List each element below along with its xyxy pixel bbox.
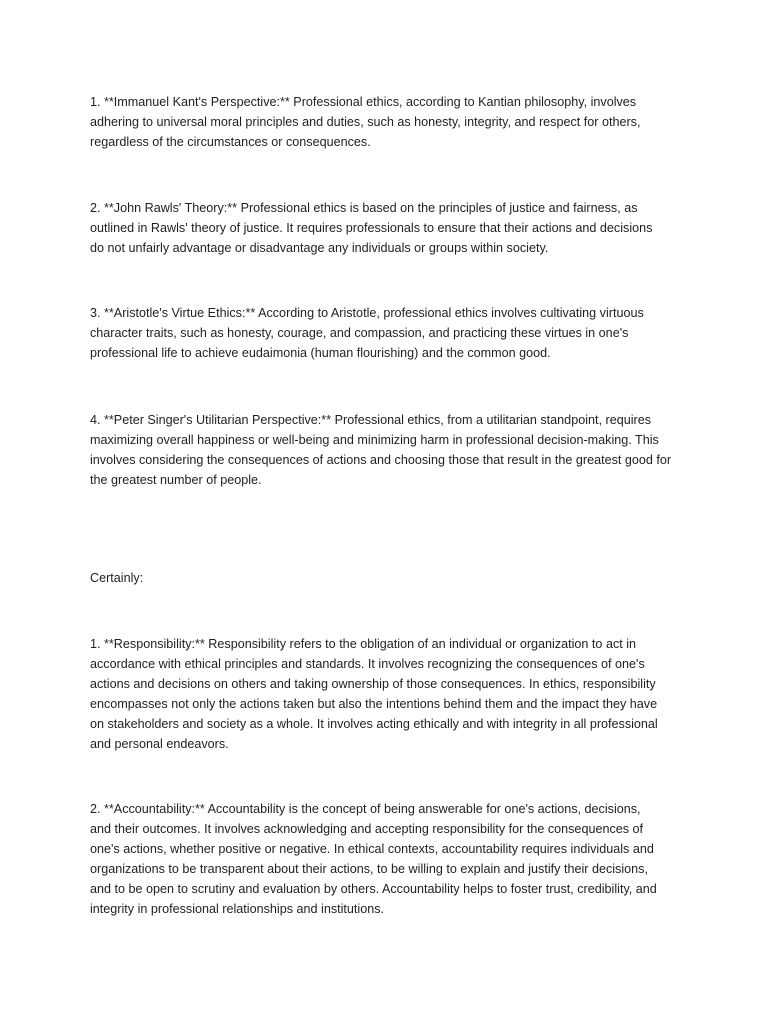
- paragraph-kant: 1. **Immanuel Kant's Perspective:** Professional ethics, according to Kantian philosophy, involves adhering to universal moral principles and duties, such as honesty, integrity, and respect for others, regardless of the circumstances or consequences.: [90, 95, 641, 149]
- paragraph-responsibility: 1. **Responsibility:** Responsibility refers to the obligation of an individual or organization to act in accordance with ethical principles and standards. It involves recognizing the consequences of one's actions and decisions on others and taking ownership of those consequences. In ethics, responsibility encompasses not only the actions taken but also the intentions behind them and the impact they have on stakeholders and society as a whole. It involves acting ethically and with integrity in all professional and personal endeavors.: [90, 637, 658, 751]
- paragraph-accountability: 2. **Accountability:** Accountability is the concept of being answerable for one's actions, decisions, and their outcomes. It involves acknowledging and accepting responsibility for the consequences of one's actions, whether positive or negative. In ethical contexts, accountability requires individuals and organizations to be transparent about their actions, to be willing to explain and justify their decisions, and to be open to scrutiny and evaluation by others. Accountability helps to foster trust, credibility, and integrity in professional relationships and institutions.: [90, 802, 657, 916]
- paragraph-aristotle: 3. **Aristotle's Virtue Ethics:** According to Aristotle, professional ethics involves cultivating virtuous character traits, such as honesty, courage, and compassion, and practicing these virtues in one's professional life to achieve eudaimonia (human flourishing) and the common good.: [90, 306, 644, 360]
- paragraph-certainly: Certainly:: [90, 571, 144, 585]
- paragraph-singer: 4. **Peter Singer's Utilitarian Perspective:** Professional ethics, from a utilitarian standpoint, requires maximizing overall happiness or well-being and minimizing harm in professional decision-making. This involves considering the consequences of actions and choosing those that result in the greatest good for the greatest number of people.: [90, 413, 672, 487]
- paragraph-rawls: 2. **John Rawls' Theory:** Professional ethics is based on the principles of justice and fairness, as outlined in Rawls' theory of justice. It requires professionals to ensure that their actions and decisions do not unfairly advantage or disadvantage any individuals or groups within society.: [90, 201, 653, 255]
